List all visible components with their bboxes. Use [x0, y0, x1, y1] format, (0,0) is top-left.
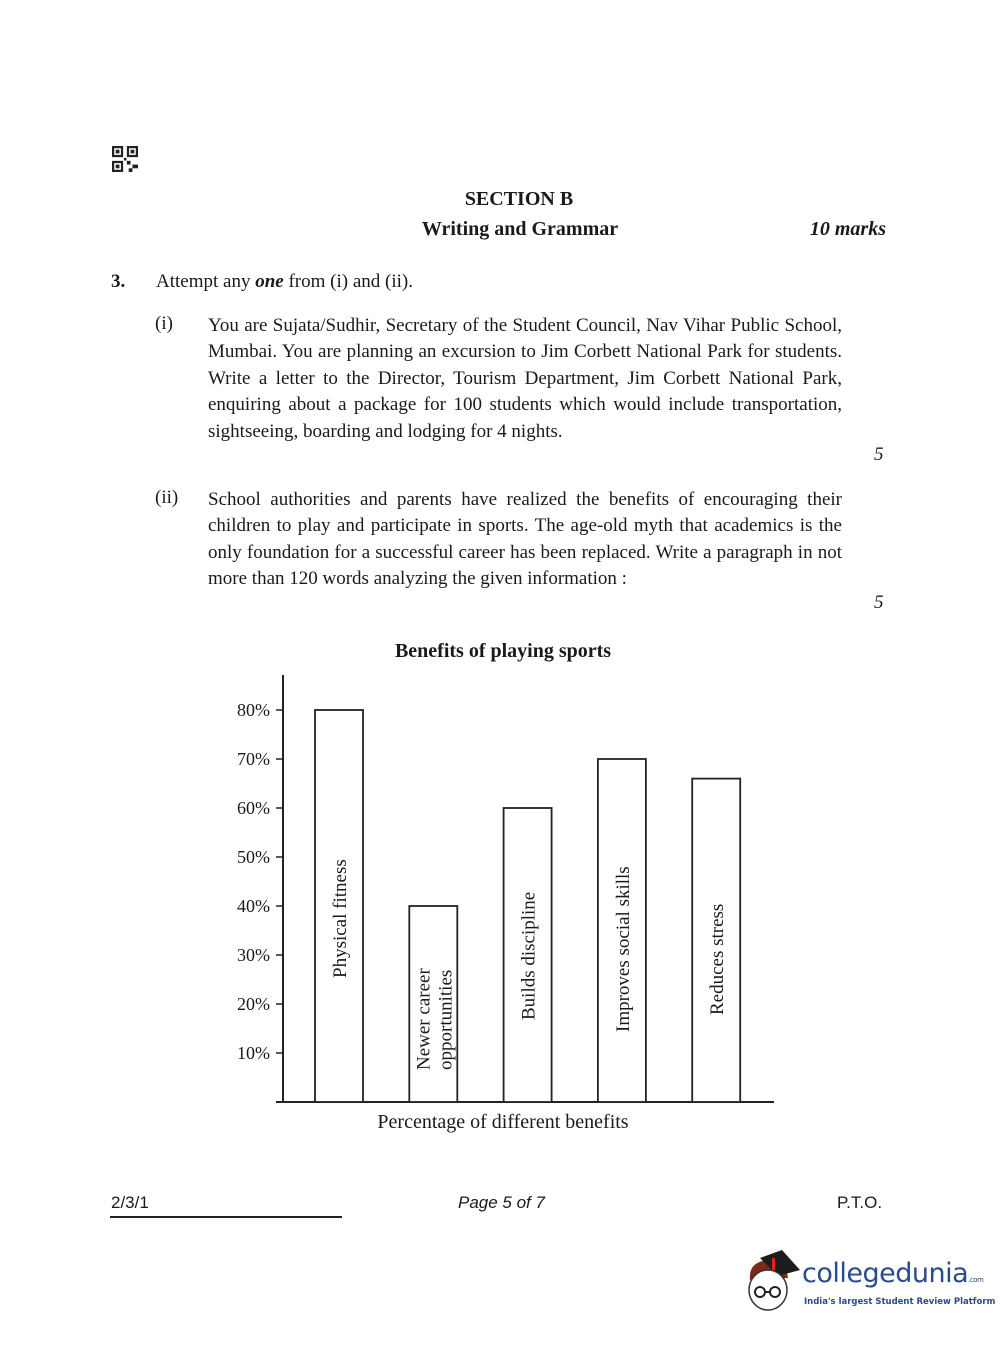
qr-code-icon: [112, 146, 138, 172]
question-number: 3.: [111, 271, 126, 292]
y-tick-label: 40%: [237, 896, 270, 916]
paper-code: 2/3/1: [111, 1193, 149, 1212]
y-tick-label: 20%: [237, 994, 270, 1014]
part-text: School authorities and parents have realized the benefits of encouraging their children to play and participate in sports. The age-old myth that academics is the only foundation for a successful career has been replaced. Write a paragraph in not more than 120 words analyzing the given information :: [208, 489, 842, 590]
y-tick-label: 70%: [237, 749, 270, 769]
bar-label: Builds discipline: [518, 891, 540, 1020]
question-instruction: Attempt any one from (i) and (ii).: [156, 271, 413, 292]
section-subtitle: Writing and Grammar: [421, 218, 619, 240]
footer-rule: [110, 1216, 342, 1218]
y-tick-label: 50%: [237, 847, 270, 867]
bar-chart: [0, 620, 1002, 1160]
section-marks: 10 marks: [809, 218, 886, 240]
chart-title: Benefits of playing sports: [394, 640, 612, 662]
x-axis-label: Percentage of different benefits: [377, 1111, 629, 1133]
part-text: You are Sujata/Sudhir, Secretary of the Student Council, Nav Vihar Public School, Mumbai. You are planning an excursion to Jim Corbett National Park for students. Write a letter to the Director, Tourism Department, Jim Corbett National Park, enquiring about a package for 100 students which would include transportation, sightseeing, boarding and lodging for 4 nights.: [208, 315, 842, 442]
bar-label: Reduces stress: [707, 903, 729, 1015]
bar-label: Newer career: [413, 968, 435, 1070]
mascot-logo-icon: [742, 1250, 802, 1320]
collegedunia-watermark: collegedunia.com India's largest Student Review Platform: [742, 1250, 992, 1320]
bar-label: Physical fitness: [330, 859, 351, 978]
y-tick-label: 10%: [237, 1043, 270, 1063]
bar-label: Improves social skills: [612, 866, 634, 1032]
y-tick-label: 60%: [237, 798, 270, 818]
page-number: Page 5 of 7: [458, 1193, 545, 1212]
part-label: (ii): [155, 487, 179, 508]
bar-label: opportunities: [435, 969, 457, 1070]
part-marks: 5: [874, 592, 884, 613]
y-tick-label: 80%: [237, 700, 270, 720]
pto-label: P.T.O.: [837, 1193, 883, 1212]
part-label: (i): [155, 313, 173, 334]
part-marks: 5: [874, 444, 884, 465]
y-tick-label: 30%: [237, 945, 270, 965]
section-title: SECTION B: [464, 188, 574, 210]
